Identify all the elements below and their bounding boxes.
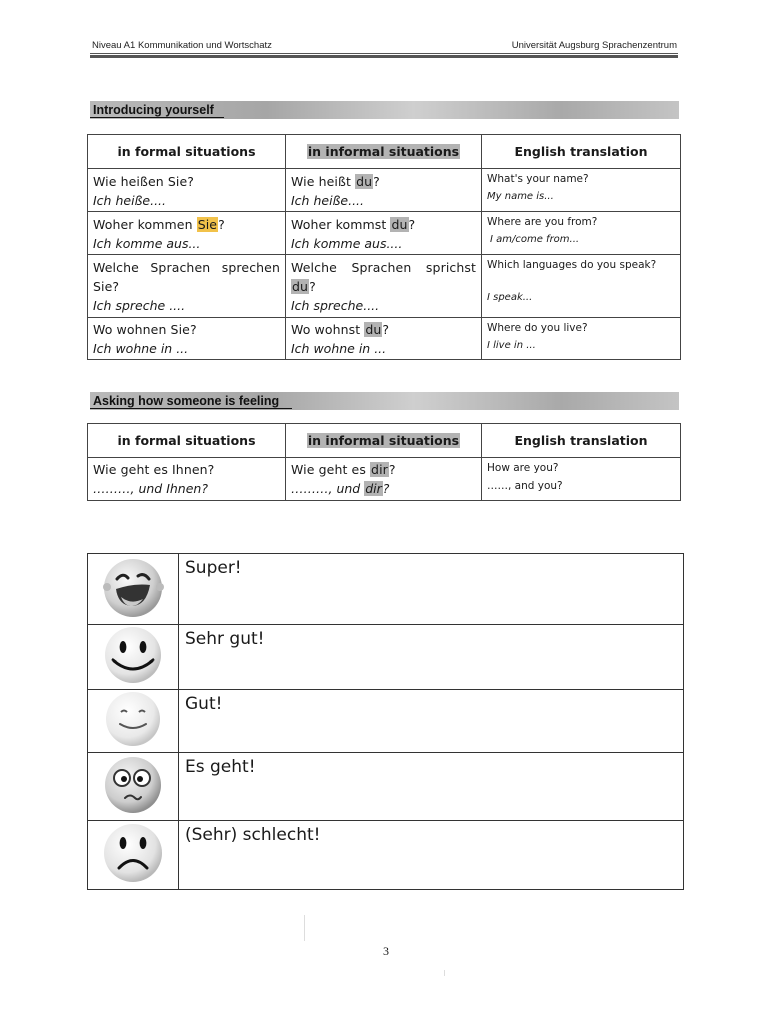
table-header-row — [88, 135, 681, 169]
scan-artifact — [444, 970, 445, 976]
sad-face-icon — [98, 822, 168, 884]
formal-cell: Woher kommen Sie? Ich komme aus... — [88, 212, 286, 255]
mood-label-schlecht: (Sehr) schlecht! — [179, 821, 684, 890]
column-header-informal: in informal situations — [286, 424, 482, 458]
english-cell: What's your name? My name is... — [482, 169, 681, 212]
mood-label-sehr-gut: Sehr gut! — [179, 625, 684, 690]
section-title-underline — [90, 117, 224, 118]
mood-face-cell — [88, 690, 179, 753]
english-cell: How are you? ……, and you? — [482, 458, 681, 501]
asking-feeling-table — [87, 423, 681, 501]
section-title-underline — [90, 408, 292, 409]
informal-cell: Wie geht es dir? ………, und dir? — [286, 458, 482, 501]
column-header-english: English translation — [482, 135, 681, 169]
mood-scale-table — [87, 553, 684, 890]
mood-face-cell — [88, 821, 179, 890]
formal-cell: Wo wohnen Sie? Ich wohne in ... — [88, 318, 286, 360]
table-row — [88, 212, 681, 255]
mood-row — [88, 554, 684, 625]
introducing-yourself-table — [87, 134, 681, 360]
slight-smile-face-icon — [100, 690, 166, 748]
mood-label-super: Super! — [179, 554, 684, 625]
mood-row — [88, 625, 684, 690]
mood-row — [88, 753, 684, 821]
table-header-row — [88, 424, 681, 458]
header-institution: Universität Augsburg Sprachenzentrum — [511, 40, 677, 51]
mood-row — [88, 821, 684, 890]
mood-row — [88, 690, 684, 753]
table-row — [88, 169, 681, 212]
english-cell: Which languages do you speak? I speak... — [482, 255, 681, 318]
informal-cell: Welche Sprachen sprichst du? Ich spreche.... — [286, 255, 482, 318]
mood-face-cell — [88, 625, 179, 690]
formal-cell: Wie heißen Sie? Ich heiße.... — [88, 169, 286, 212]
scan-artifact — [304, 915, 305, 941]
laughing-face-icon — [94, 554, 172, 620]
english-cell: Where are you from? I am/come from... — [482, 212, 681, 255]
formal-cell: Wie geht es Ihnen? ………, und Ihnen? — [88, 458, 286, 501]
column-header-formal: in formal situations — [88, 135, 286, 169]
header-course-title: Niveau A1 Kommunikation und Wortschatz — [92, 40, 272, 51]
mood-label-es-geht: Es geht! — [179, 753, 684, 821]
unsure-face-icon — [100, 754, 166, 816]
table-row — [88, 255, 681, 318]
mood-face-cell — [88, 753, 179, 821]
mood-face-cell — [88, 554, 179, 625]
table-row — [88, 318, 681, 360]
page-number: 3 — [383, 944, 389, 958]
mood-label-gut: Gut! — [179, 690, 684, 753]
informal-cell: Wie heißt du? Ich heiße.... — [286, 169, 482, 212]
column-header-english: English translation — [482, 424, 681, 458]
section-title: Introducing yourself — [93, 103, 214, 117]
english-cell: Where do you live? I live in ... — [482, 318, 681, 360]
header-rule-thick — [90, 55, 678, 58]
header-rule-thin — [90, 53, 678, 54]
informal-cell: Wo wohnst du? Ich wohne in ... — [286, 318, 482, 360]
column-header-informal: in informal situations — [286, 135, 482, 169]
table-row — [88, 458, 681, 501]
smiling-face-icon — [98, 625, 168, 685]
section-title: Asking how someone is feeling — [93, 394, 280, 408]
column-header-formal: in formal situations — [88, 424, 286, 458]
informal-cell: Woher kommst du? Ich komme aus.... — [286, 212, 482, 255]
formal-cell: Welche Sprachen sprechen Sie? Ich spreche .... — [88, 255, 286, 318]
